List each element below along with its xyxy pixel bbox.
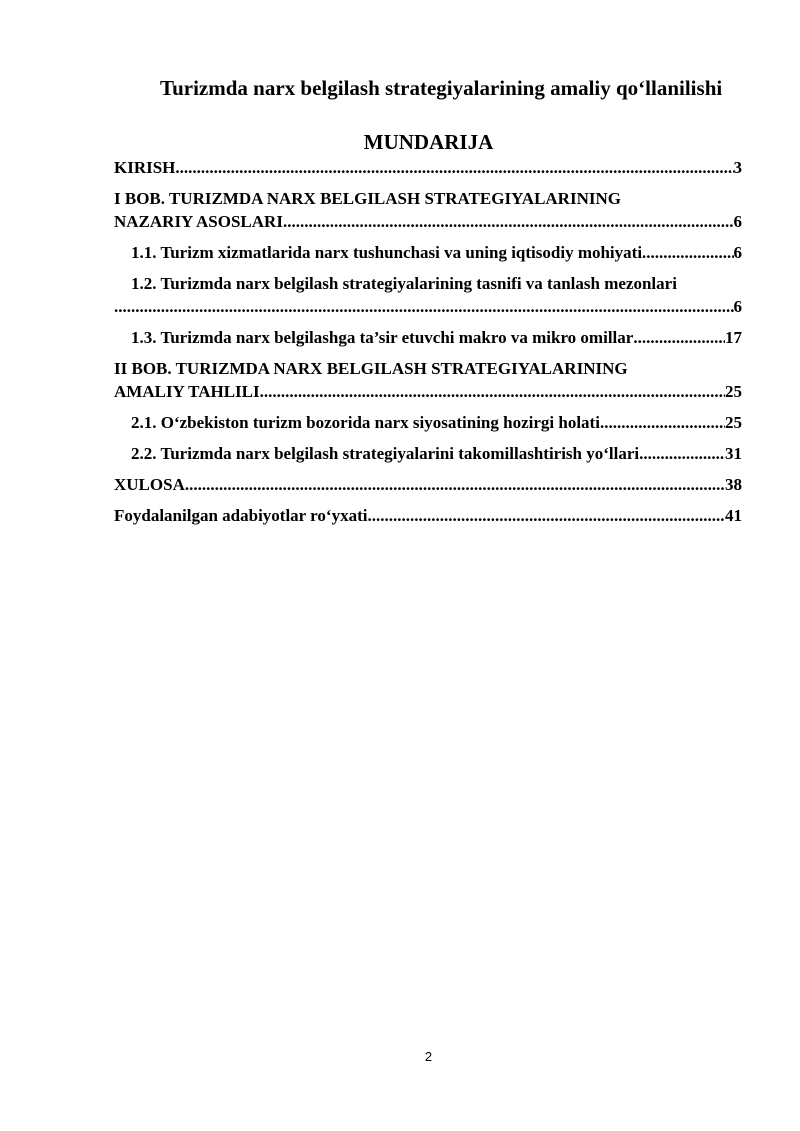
page-number: 2: [424, 1049, 433, 1064]
toc-entry-page: 31: [725, 444, 742, 463]
toc-entry-page: 3: [733, 158, 742, 177]
toc-entry-title: 1.3. Turizmda narx belgilashga ta’sir etuvchi makro va mikro omillar: [131, 328, 634, 347]
toc-entry-page: 25: [725, 382, 742, 401]
dot-leader: [114, 295, 734, 318]
toc-entry-kirish[interactable]: [114, 156, 742, 179]
toc-entry-title-line1: II BOB. TURIZMDA NARX BELGILASH STRATEGIYALARINING: [114, 359, 628, 378]
toc-entry-title-line2: NAZARIY ASOSLARI: [114, 212, 283, 231]
toc-entry-title: KIRISH: [114, 158, 176, 177]
dot-leader: [367, 504, 725, 527]
toc-entry-section-1-1[interactable]: [114, 241, 742, 264]
dot-leader: [185, 473, 725, 496]
dot-leader: [642, 241, 733, 264]
table-of-contents: [114, 156, 742, 535]
toc-entry-chapter-2[interactable]: [114, 357, 742, 403]
toc-entry-title-line2: AMALIY TAHLILI: [114, 382, 260, 401]
toc-entry-xulosa[interactable]: [114, 473, 742, 496]
toc-entry-title: XULOSA: [114, 475, 185, 494]
toc-entry-page: 6: [733, 243, 742, 262]
toc-entry-page: 6: [733, 297, 742, 316]
toc-entry-page: 25: [725, 413, 742, 432]
toc-entry-title-line1: I BOB. TURIZMDA NARX BELGILASH STRATEGIYALARINING: [114, 189, 621, 208]
toc-entry-title: 2.1. O‘zbekiston turizm bozorida narx siyosatining hozirgi holati: [131, 413, 600, 432]
toc-entry-title: 1.1. Turizm xizmatlarida narx tushunchasi va uning iqtisodiy mohiyati: [131, 243, 643, 262]
dot-leader: [260, 380, 725, 403]
toc-entry-title: 2.2. Turizmda narx belgilash strategiyalarini takomillashtirish yo‘llari: [131, 444, 640, 463]
toc-entry-page: 6: [733, 212, 742, 231]
toc-heading: MUNDARIJA: [363, 130, 494, 154]
toc-entry-section-2-2[interactable]: [114, 442, 742, 465]
toc-entry-title-line1: 1.2. Turizmda narx belgilash strategiyalarining tasnifi va tanlash mezonlari: [131, 274, 677, 293]
dot-leader: [633, 326, 725, 349]
document-title: Turizmda narx belgilash strategiyalarining amaliy qo‘llanilishi: [160, 76, 723, 100]
toc-entry-title: Foydalanilgan adabiyotlar ro‘yxati: [114, 506, 368, 525]
toc-entry-chapter-1[interactable]: [114, 187, 742, 233]
dot-leader: [639, 442, 725, 465]
toc-entry-section-2-1[interactable]: [114, 411, 742, 434]
toc-entry-page: 17: [725, 328, 742, 347]
dot-leader: [175, 156, 733, 179]
dot-leader: [600, 411, 725, 434]
toc-entry-page: 41: [725, 506, 742, 525]
toc-entry-section-1-3[interactable]: [114, 326, 742, 349]
toc-entry-section-1-2[interactable]: [114, 272, 742, 318]
toc-entry-bibliography[interactable]: [114, 504, 742, 527]
dot-leader: [283, 210, 734, 233]
toc-entry-page: 38: [725, 475, 742, 494]
